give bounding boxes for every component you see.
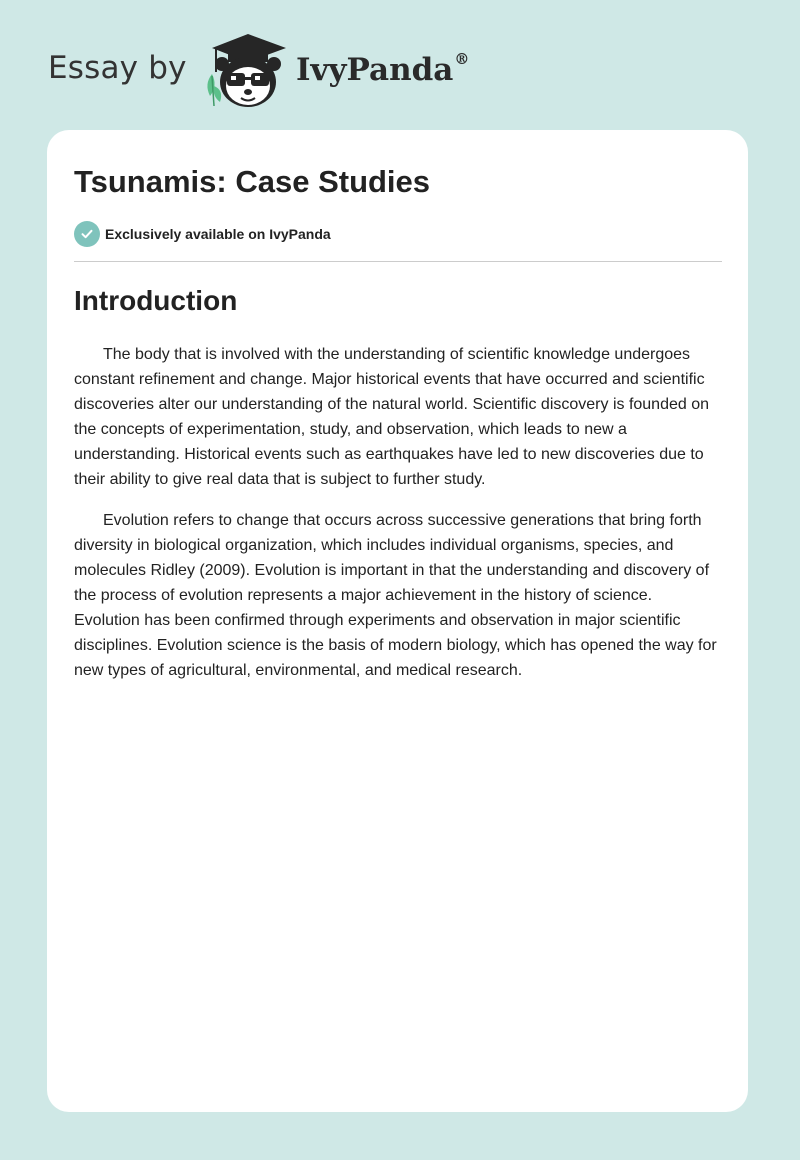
brand-name: IvyPanda®: [296, 50, 470, 88]
exclusive-badge-text: Exclusively available on IvyPanda: [105, 226, 331, 242]
section-body: [74, 342, 722, 699]
essay-card: [47, 130, 748, 1112]
check-circle-icon: [74, 221, 100, 247]
exclusive-badge: [74, 221, 331, 247]
site-header: [0, 0, 800, 130]
essay-title: Tsunamis: Case Studies: [74, 164, 431, 199]
panda-graduate-icon: [198, 32, 294, 110]
paragraph: The body that is involved with the understanding of scientific knowledge undergoes constant refinement and change. Major historical events that have occurred and scientific discoveries alter our understanding of the natural world. Scientific discovery is founded on the concepts of experimentation, study, and observation, which leads to new a understanding. Historical events such as earthquakes have led to new discoveries due to their ability to give real data that is subject to further study.: [74, 346, 710, 488]
title-divider: [74, 261, 722, 262]
paragraph: Evolution refers to change that occurs across successive generations that bring forth diversity in biological organization, which includes individual organisms, species, and molecules Ridley (2009). Evolution is important in that the understanding and discovery of the process of evolution represents a major achievement in the history of science. Evolution has been confirmed through experiments and observation in major scientific disciplines. Evolution science is the basis of modern biology, which has opened the way for new types of agricultural, environmental, and medical research.: [74, 512, 717, 679]
section-heading-introduction: Introduction: [74, 285, 238, 316]
essay-by-label: Essay by: [48, 50, 187, 86]
